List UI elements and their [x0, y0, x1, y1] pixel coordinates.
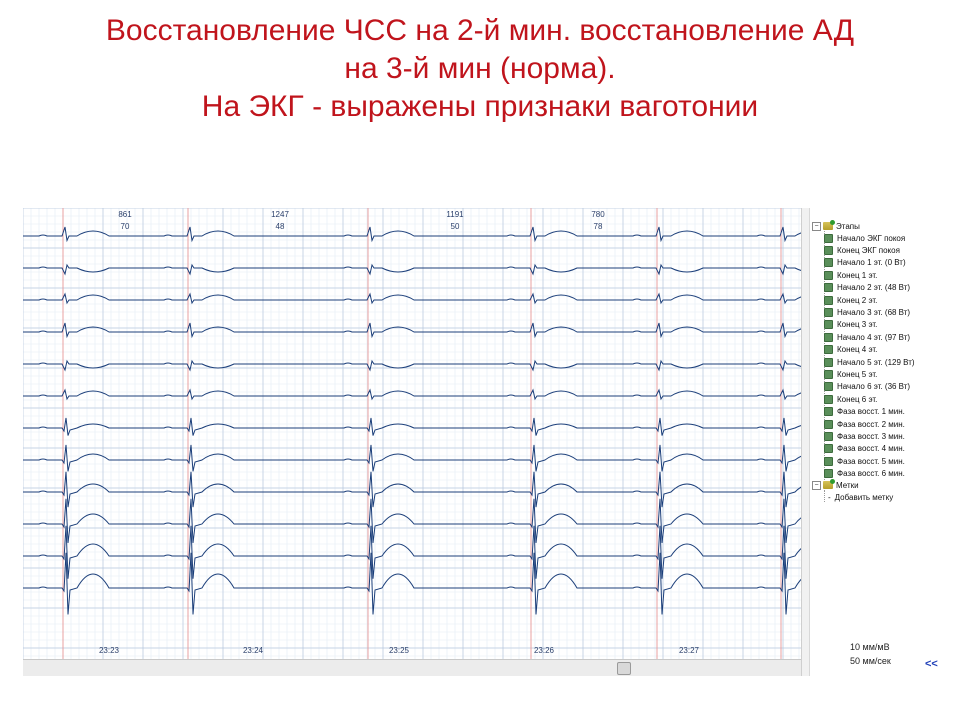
stage-label: Начало 5 эт. (129 Вт) — [837, 357, 915, 367]
collapse-icon[interactable]: − — [812, 222, 821, 231]
time-axis-label: 23:25 — [388, 646, 410, 655]
time-axis-label: 23:26 — [533, 646, 555, 655]
tree-root-marks[interactable] — [812, 479, 859, 491]
ecg-viewer-window — [23, 208, 943, 676]
ecg-grid-major — [23, 208, 801, 659]
stage-label: Фаза восст. 5 мин. — [837, 456, 905, 466]
ecg-lead-trace — [23, 553, 801, 615]
ecg-strip[interactable] — [23, 208, 801, 659]
stage-marker-icon — [824, 358, 833, 367]
stage-marker-icon — [824, 320, 833, 329]
stage-item[interactable] — [824, 269, 877, 281]
stage-marker-icon — [824, 271, 833, 280]
stage-marker-icon — [824, 432, 833, 441]
stage-item[interactable] — [824, 319, 877, 331]
add-mark-item[interactable] — [828, 491, 893, 503]
time-axis-label: 23:24 — [242, 646, 264, 655]
stage-item[interactable] — [824, 344, 877, 356]
heart-rate-label: 48 — [275, 222, 285, 231]
stage-item[interactable] — [824, 443, 905, 455]
stage-marker-icon — [824, 333, 833, 342]
stage-marker-icon — [824, 469, 833, 478]
tree-connector — [824, 490, 825, 502]
stage-marker-icon — [824, 283, 833, 292]
stage-label: Фаза восст. 4 мин. — [837, 444, 905, 454]
stage-item[interactable] — [824, 455, 905, 467]
stage-label: Конец 5 эт. — [837, 369, 878, 379]
stages-tree — [809, 208, 944, 676]
stage-marker-icon — [824, 457, 833, 466]
stage-marker-icon — [824, 420, 833, 429]
tree-marks-label: Метки — [836, 480, 859, 490]
stage-label: Начало 2 эт. (48 Вт) — [837, 283, 911, 293]
stage-label: Фаза восст. 3 мин. — [837, 431, 905, 441]
stage-label: Конец 1 эт. — [837, 270, 878, 280]
collapse-icon[interactable]: − — [812, 481, 821, 490]
stage-item[interactable] — [824, 257, 906, 269]
stage-label: Фаза восст. 2 мин. — [837, 419, 905, 429]
stage-label: Конец 2 эт. — [837, 295, 878, 305]
stage-item[interactable] — [824, 331, 910, 343]
stage-marker-icon — [824, 370, 833, 379]
stage-item[interactable] — [824, 418, 905, 430]
stage-marker-icon — [824, 258, 833, 267]
ecg-lead-trace — [23, 323, 801, 337]
stage-marker-icon — [824, 444, 833, 453]
rr-interval-label: 780 — [591, 210, 605, 219]
stage-marker-icon — [824, 395, 833, 404]
stage-marker-icon — [824, 382, 833, 391]
collapse-panel-button[interactable]: << — [925, 658, 938, 670]
ecg-panel — [23, 208, 801, 676]
tree-root-stages[interactable] — [812, 220, 860, 232]
stage-label: Конец ЭКГ покоя — [837, 245, 900, 255]
ecg-lead-trace — [23, 418, 801, 436]
stage-label: Конец 6 эт. — [837, 394, 878, 404]
stage-label: Начало 3 эт. (68 Вт) — [837, 307, 911, 317]
ecg-lead-trace — [23, 472, 801, 507]
time-axis-label: 23:27 — [678, 646, 700, 655]
stage-item[interactable] — [824, 468, 905, 480]
stage-marker-icon — [824, 407, 833, 416]
rr-interval-label: 1191 — [446, 210, 464, 219]
slide-title — [0, 12, 960, 126]
speed-scale: 50 мм/сек — [850, 656, 891, 666]
heart-rate-label: 50 — [450, 222, 460, 231]
stage-item[interactable] — [824, 430, 905, 442]
stage-marker-icon — [824, 308, 833, 317]
ecg-lead-trace — [23, 361, 801, 370]
stage-item[interactable] — [824, 406, 905, 418]
stage-label: Конец 3 эт. — [837, 320, 878, 330]
stage-item[interactable] — [824, 244, 900, 256]
stage-marker-icon — [824, 246, 833, 255]
ecg-lead-trace — [23, 390, 801, 399]
stage-item[interactable] — [824, 306, 910, 318]
add-mark-label: Добавить метку — [834, 492, 894, 502]
folder-icon — [823, 481, 833, 489]
mark-dash-icon: - — [828, 492, 831, 502]
stage-item[interactable] — [824, 381, 910, 393]
heart-rate-label: 70 — [120, 222, 130, 231]
title-line-2: на 3-й мин (норма). — [344, 52, 616, 85]
folder-icon — [823, 222, 833, 230]
heart-rate-label: 78 — [593, 222, 603, 231]
stage-label: Начало ЭКГ покоя — [837, 233, 906, 243]
ecg-grid-minor — [23, 208, 801, 659]
stage-label: Конец 4 эт. — [837, 345, 878, 355]
stage-label: Фаза восст. 6 мин. — [837, 469, 905, 479]
ecg-lead-trace — [23, 227, 801, 241]
tree-root-label: Этапы — [836, 221, 860, 231]
time-axis-label: 23:23 — [98, 646, 120, 655]
stage-label: Фаза восст. 1 мин. — [837, 407, 905, 417]
stage-item[interactable] — [824, 294, 877, 306]
stage-item[interactable] — [824, 393, 877, 405]
ecg-lead-trace — [23, 265, 801, 274]
stage-item[interactable] — [824, 232, 905, 244]
stage-label: Начало 4 эт. (97 Вт) — [837, 332, 911, 342]
ecg-lead-trace — [23, 294, 801, 303]
title-line-3: На ЭКГ - выражены признаки ваготонии — [201, 90, 759, 123]
stage-item[interactable] — [824, 282, 910, 294]
horizontal-scrollbar[interactable] — [23, 659, 801, 676]
title-line-1: Восстановление ЧСС на 2-й мин. восстановление АД — [105, 14, 855, 47]
ecg-lead-trace — [23, 445, 801, 471]
stage-label: Начало 1 эт. (0 Вт) — [837, 258, 906, 268]
rr-interval-label: 861 — [118, 210, 132, 219]
stage-marker-icon — [824, 296, 833, 305]
stage-item[interactable] — [824, 368, 877, 380]
rr-interval-label: 1247 — [271, 210, 289, 219]
stage-label: Начало 6 эт. (36 Вт) — [837, 382, 911, 392]
scroll-thumb[interactable] — [617, 662, 631, 675]
stage-item[interactable] — [824, 356, 915, 368]
stage-marker-icon — [824, 234, 833, 243]
amplitude-scale: 10 мм/мВ — [850, 642, 890, 652]
stage-marker-icon — [824, 345, 833, 354]
